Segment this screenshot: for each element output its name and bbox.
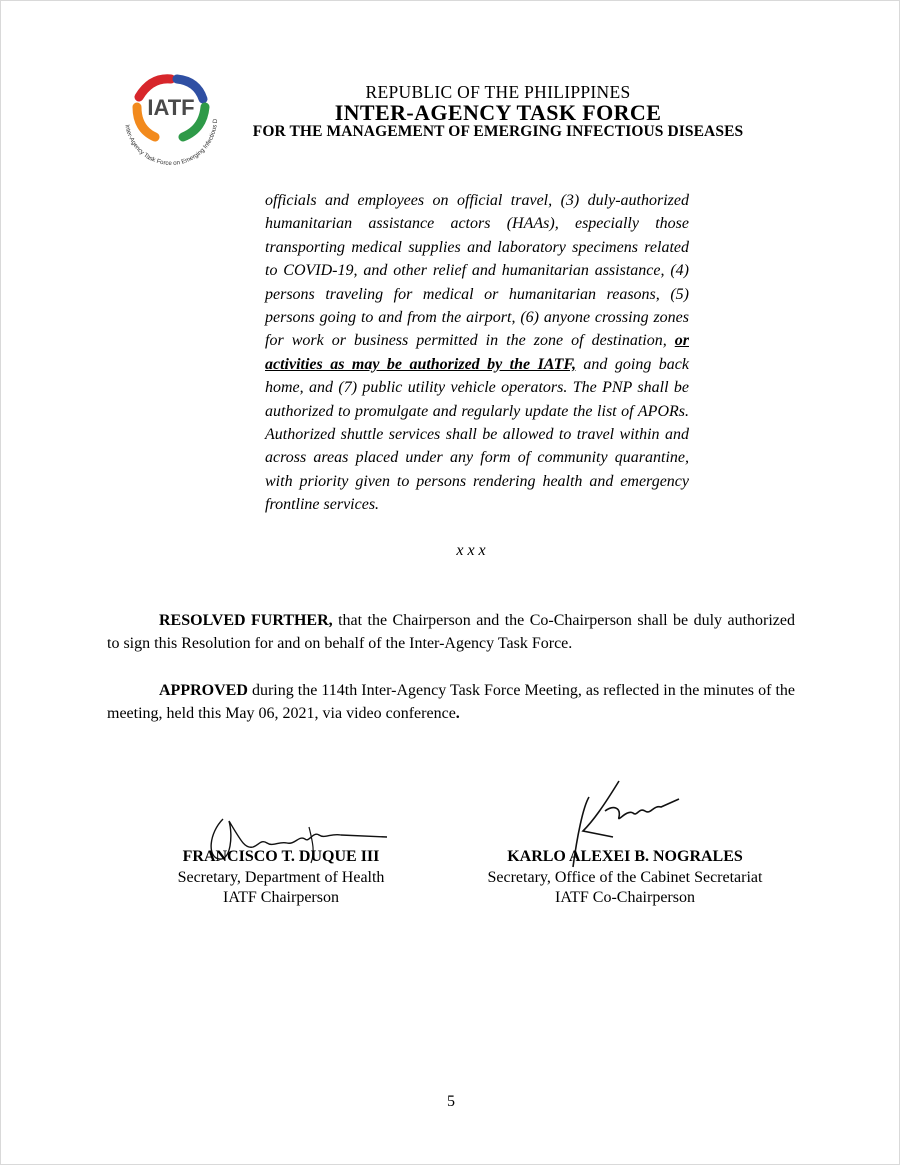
approved-lead: APPROVED xyxy=(159,682,248,699)
signatory-name: KARLO ALEXEI B. NOGRALES xyxy=(507,848,743,865)
quoted-provision xyxy=(265,189,689,517)
logo-ring-text: Inter-Agency Task Force on Emerging Infectious D xyxy=(123,118,220,168)
letterhead-agency: INTER-AGENCY TASK FORCE xyxy=(334,99,662,125)
quote-text-before: officials and employees on official travel, (3) duly-authorized humanitarian assistance actors (HAAs), especially those transporting medical supplies and laboratory specimens related to COVID-19, and other relief and humanitarian assistance, (4) persons traveling for medical or humanitarian reasons, (5) persons going to and from the airport, (6) anyone crossing zones for work or business permitted in the zone of destination, xyxy=(265,192,689,350)
letterhead-republic: REPUBLIC OF THE PHILIPPINES xyxy=(365,82,631,102)
signatory-role: IATF Chairperson xyxy=(223,889,339,906)
letterhead xyxy=(233,84,763,140)
approved-end: . xyxy=(455,704,460,722)
resolved-lead: RESOLVED FURTHER, xyxy=(159,612,333,629)
letterhead-subtitle: FOR THE MANAGEMENT OF EMERGING INFECTIOUS DISEASES xyxy=(252,123,744,141)
quote-text-after: and going back home, and (7) public utility vehicle operators. The PNP shall be authorized to promulgate and regularly update the list of APORs. Authorized shuttle services shall be allowed to travel within and across areas placed under any form of community quarantine, with priority given to persons rendering health and emergency frontline services. xyxy=(265,355,689,514)
iatf-logo xyxy=(111,63,231,171)
quote-ellipsis: x x x xyxy=(456,542,486,559)
approved-paragraph xyxy=(107,680,795,725)
signatory-chairperson xyxy=(151,847,411,909)
logo-text: IATF xyxy=(147,95,195,120)
signatory-co-chairperson xyxy=(461,847,789,909)
resolved-text: that the Chairperson and the Co-Chairperson shall be duly authorized to sign this Resolution for and on behalf of the Inter-Agency Task Force. xyxy=(107,612,796,652)
signatory-role: IATF Co-Chairperson xyxy=(555,889,695,906)
approved-text: during the 114th Inter-Agency Task Force Meeting, as reflected in the minutes of the meeting, held this May 06, 2021, via video conference xyxy=(107,682,795,722)
resolved-further-paragraph xyxy=(107,610,795,655)
page-number: 5 xyxy=(447,1093,455,1110)
signatory-name: FRANCISCO T. DUQUE III xyxy=(182,848,380,865)
quote-emphasis: or activities as may be authorized by the IATF, xyxy=(265,332,689,373)
signatory-title: Secretary, Department of Health xyxy=(177,868,385,886)
signatory-title: Secretary, Office of the Cabinet Secretariat xyxy=(487,868,763,886)
